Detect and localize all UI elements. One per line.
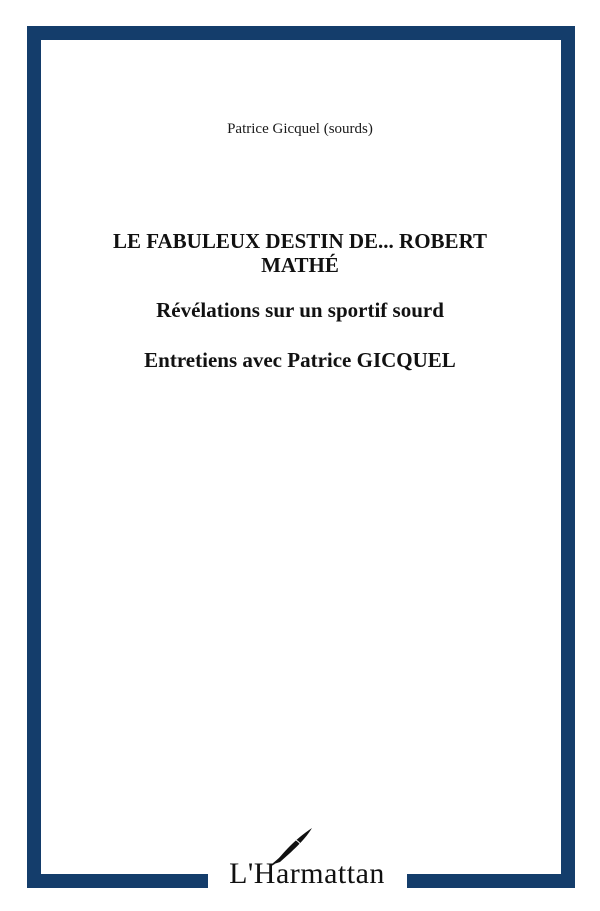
author-name: Patrice Gicquel (sourds) — [227, 121, 373, 137]
publisher-logo — [212, 826, 402, 892]
publisher-name: L'Harmattan — [229, 857, 385, 890]
book-title: LE FABULEUX DESTIN DE... ROBERT MATHÉ — [112, 229, 488, 277]
interview-line: Entretiens avec Patrice GICQUEL — [144, 348, 456, 372]
cover-frame-border — [27, 26, 575, 888]
book-subtitle: Révélations sur un sportif sourd — [156, 298, 444, 322]
